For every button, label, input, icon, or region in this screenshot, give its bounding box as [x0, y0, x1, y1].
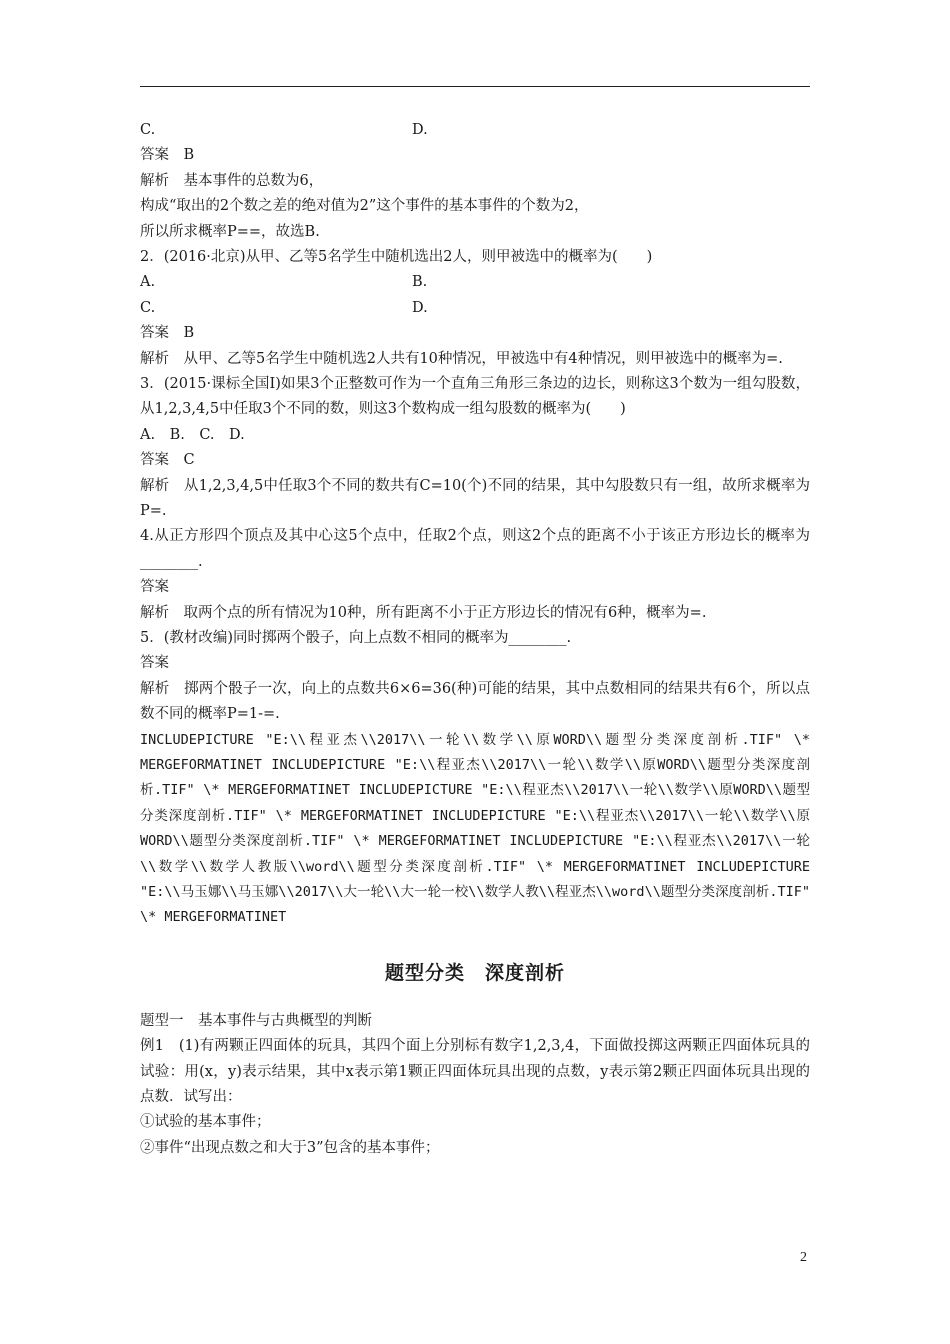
- options-row-cd: [140, 118, 810, 143]
- analysis-paragraph: 解析 从甲、乙等5名学生中随机选2人共有10种情况，甲被选中有4种情况，则甲被选中的概率为=.: [140, 350, 783, 367]
- question-2: 2．(2016·北京)从甲、乙等5名学生中随机选出2人，则甲被选中的概率为( ): [140, 248, 653, 265]
- answer-line: 答案 B: [140, 147, 195, 164]
- option-b: B.: [412, 274, 428, 291]
- analysis-paragraph: 解析 从1,2,3,4,5中任取3个不同的数共有C=10(个)不同的结果，其中勾股数只有一组，故所求概率为P=.: [140, 477, 810, 519]
- options-row: A. B. C. D.: [140, 426, 245, 443]
- analysis-line: 解析 取两个点的所有情况为10种，所有距离不小于正方形边长的情况有6种，概率为=.: [140, 604, 707, 621]
- option-c: C.: [140, 122, 156, 138]
- options-row-ab: [140, 270, 810, 295]
- option-d: D.: [412, 299, 428, 316]
- text-line: 所以所求概率P==，故选B.: [140, 223, 320, 240]
- field-code-block: INCLUDEPICTURE "E:\\程亚杰\\2017\\一轮\\数学\\原WORD\\题型分类深度剖析.TIF" \* MERGEFORMATINET INCLUDEPICTURE "E:\\程亚杰\\2017\\一轮\\数学\\原WORD\\题型分类深度剖析.TIF" \* MERGEFORMATINET INCLUDEPICTURE "E:\\程亚杰\\2017\\一轮\\数学\\原WORD\\题型分类深度剖析.TIF" \* MERGEFORMATINET INCLUDEPICTURE "E:\\程亚杰\\2017\\一轮\\数学\\原WORD\\题型分类深度剖析.TIF" \* MERGEFORMATINET INCLUDEPICTURE "E:\\程亚杰\\2017\\一轮\\数学\\数学人教版\\word\\题型分类深度剖析.TIF" \* MERGEFORMATINET INCLUDEPICTURE "E:\\马玉娜\\马玉娜\\2017\\大一轮\\大一轮一校\\数学人教\\程亚杰\\word\\题型分类深度剖析.TIF" \* MERGEFORMATINET: [140, 731, 810, 926]
- answer-line: 答案: [140, 655, 169, 672]
- text-line: 构成“取出的2个数之差的绝对值为2”这个事件的基本事件的个数为2，: [140, 198, 589, 215]
- question-4: 4.从正方形四个顶点及其中心这5个点中，任取2个点，则这2个点的距离不小于该正方形边长的概率为________.: [140, 528, 810, 570]
- analysis-line: 解析 基本事件的总数为6，: [140, 172, 324, 189]
- question-5: 5．(教材改编)同时掷两个骰子，向上点数不相同的概率为________.: [140, 629, 572, 646]
- analysis-paragraph: 解析 掷两个骰子一次，向上的点数共6×6=36(种)可能的结果，其中点数相同的结果共有6个，所以点数不同的概率P=1-=.: [140, 680, 810, 723]
- item-2: ②事件“出现点数之和大于3”包含的基本事件；: [140, 1139, 440, 1156]
- subsection-heading: 题型一 基本事件与古典概型的判断: [140, 1012, 372, 1029]
- page-content: [140, 118, 810, 1161]
- option-c: C.: [140, 299, 156, 316]
- answer-line: 答案 C: [140, 452, 195, 469]
- example-1: 例1 (1)有两颗正四面体的玩具，其四个面上分别标有数字1,2,3,4，下面做投掷这两颗正四面体玩具的试验：用(x，y)表示结果，其中x表示第1颗正四面体玩具出现的点数，y表示第2颗正四面体玩具出现的点数．试写出：: [140, 1038, 810, 1105]
- question-3: 3．(2015·课标全国Ⅰ)如果3个正整数可作为一个直角三角形三条边的边长，则称这3个数为一组勾股数，从1,2,3,4,5中任取3个不同的数，则这3个数构成一组勾股数的概率为( ): [140, 375, 810, 418]
- answer-line: 答案 B: [140, 325, 195, 342]
- option-d: D.: [412, 122, 428, 138]
- item-1: ①试验的基本事件；: [140, 1114, 271, 1131]
- page-number: 2: [800, 1250, 807, 1265]
- option-a: A.: [140, 274, 156, 291]
- options-row-cd: [140, 296, 810, 321]
- header-rule: [140, 86, 810, 87]
- section-title: 题型分类 深度剖析: [384, 961, 565, 984]
- answer-line: 答案: [140, 579, 169, 596]
